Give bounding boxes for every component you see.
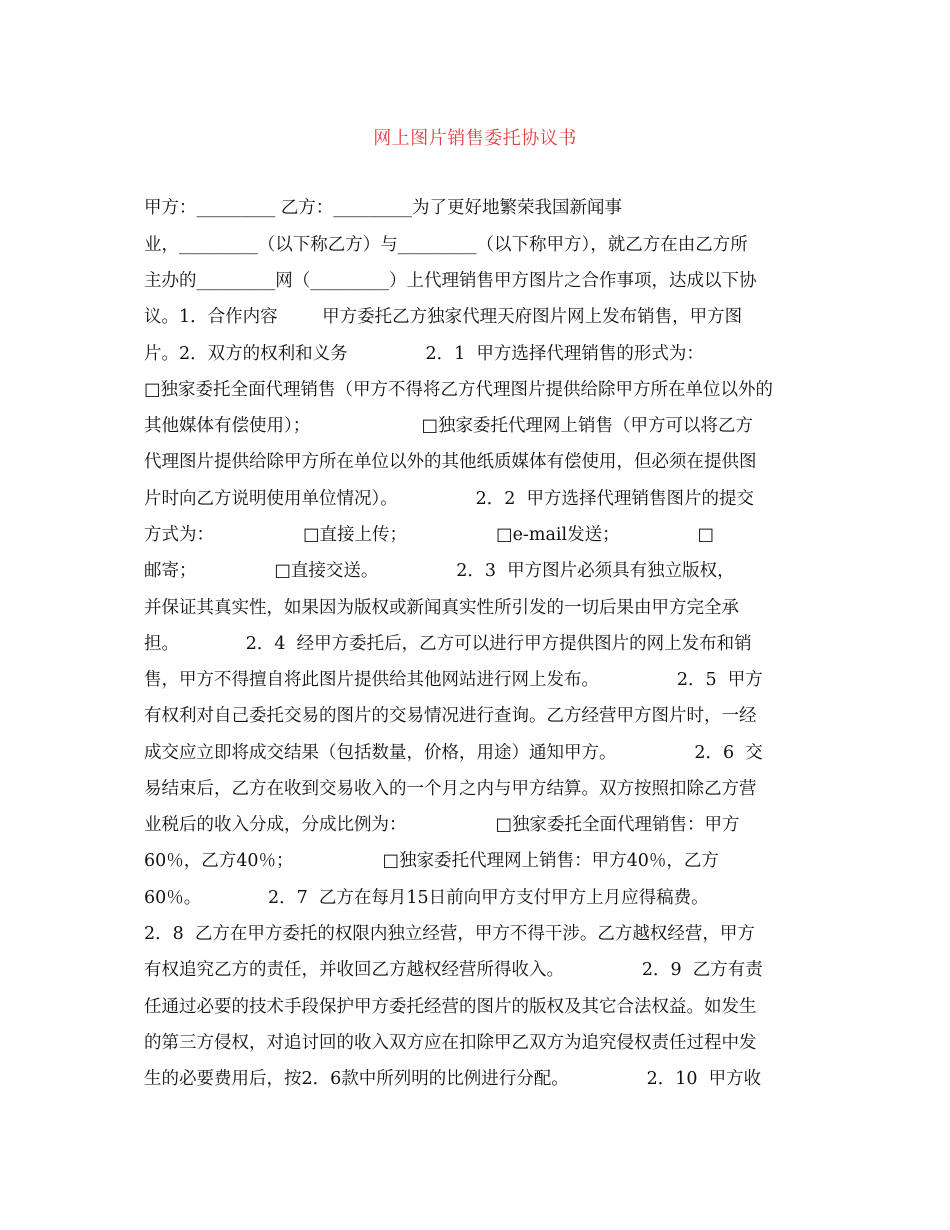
body-line: 邮寄； □直接交送。 2．3 甲方图片必须具有独立版权， xyxy=(144,561,735,581)
body-line: 易结束后，乙方在收到交易收入的一个月之内与甲方结算。双方按照扣除乙方营 xyxy=(144,779,757,799)
body-line: 的第三方侵权，对追讨回的收入双方应在扣除甲乙双方为追究侵权责任过程中发 xyxy=(144,1033,757,1053)
body-line: 其他媒体有偿使用）； □独家委托代理网上销售（甲方可以将乙方 xyxy=(144,416,754,436)
body-line: 成交应立即将成交结果（包括数量，价格，用途）通知甲方。 2．6 交 xyxy=(144,743,763,763)
body-line: □独家委托全面代理销售（甲方不得将乙方代理图片提供给除甲方所在单位以外的 xyxy=(144,380,774,400)
body-line: 主办的_________网（_________）上代理销售甲方图片之合作事项，达成以下协 xyxy=(144,271,757,291)
body-line: 有权追究乙方的责任，并收回乙方越权经营所得收入。 2．9 乙方有责 xyxy=(144,960,763,980)
body-line: 60％，乙方40％； □独家委托代理网上销售：甲方40％，乙方 xyxy=(144,851,719,871)
body-line: 有权利对自己委托交易的图片的交易情况进行查询。乙方经营甲方图片时，一经 xyxy=(144,706,757,726)
body-line: 片时向乙方说明使用单位情况）。 2．2 甲方选择代理销售图片的提交 xyxy=(144,489,755,509)
body-line: 议。1．合作内容 甲方委托乙方独家代理天府图片网上发布销售，甲方图 xyxy=(144,307,743,327)
body-line: 片。2．双方的权利和义务 2．1 甲方选择代理销售的形式为： xyxy=(144,344,704,364)
body-line: 业税后的收入分成，分成比例为： □独家委托全面代理销售：甲方 xyxy=(144,815,740,835)
body-line: 2．8 乙方在甲方委托的权限内独立经营，甲方不得干涉。乙方越权经营，甲方 xyxy=(144,924,755,944)
body-line: 担。 2．4 经甲方委托后，乙方可以进行甲方提供图片的网上发布和销 xyxy=(144,634,752,654)
body-line: 业，_________（以下称乙方）与_________（以下称甲方），就乙方在由乙方所 xyxy=(144,235,748,255)
body-line: 60％。 2．7 乙方在每月15日前向甲方支付甲方上月应得稿费。 xyxy=(144,888,709,908)
document-title: 网上图片销售委托协议书 xyxy=(373,128,577,149)
body-line: 生的必要费用后，按2．6款中所列明的比例进行分配。 2．10 甲方收 xyxy=(144,1069,762,1089)
body-line: 方式为： □直接上传； □e-mail发送； □ xyxy=(144,525,714,545)
body-line: 代理图片提供给除甲方所在单位以外的其他纸质媒体有偿使用，但必须在提供图 xyxy=(144,452,757,472)
body-line: 甲方：_________ 乙方：_________为了更好地繁荣我国新闻事 xyxy=(144,198,623,218)
body-line: 并保证其真实性，如果因为版权或新闻真实性所引发的一切后果由甲方完全承 xyxy=(144,598,739,618)
body-line: 售，甲方不得擅自将此图片提供给其他网站进行网上发布。 2．5 甲方 xyxy=(144,670,763,690)
body-line: 任通过必要的技术手段保护甲方委托经营的图片的版权及其它合法权益。如发生 xyxy=(144,997,757,1017)
